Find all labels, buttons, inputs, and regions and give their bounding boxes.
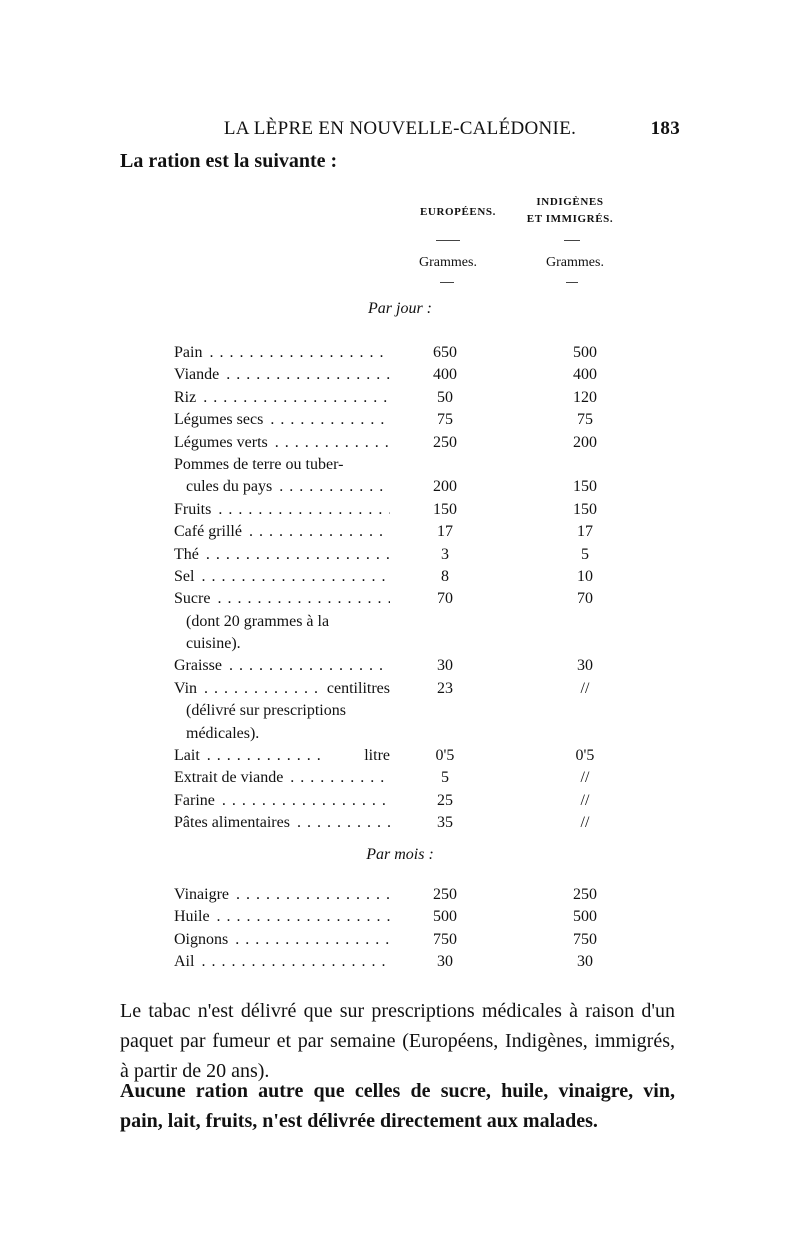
value-indigenes: 750 (573, 930, 597, 948)
value-europeans: 0'5 (435, 747, 455, 765)
value-indigenes: 150 (573, 500, 597, 518)
value-indigenes: 150 (573, 478, 597, 496)
value-indigenes: 5 (581, 545, 589, 563)
value-indigenes: 120 (573, 388, 597, 406)
value-europeans: 35 (437, 814, 453, 832)
value-indigenes: // (580, 679, 590, 697)
column-rule (566, 282, 578, 283)
row-label (174, 387, 390, 409)
value-europeans: 25 (437, 791, 453, 809)
paragraph-ration: Aucune ration autre que celles de sucre, huile, vinaigre, vin, pain, lait, fruits, n'est délivrée directement aux malades. (120, 1080, 675, 1132)
value-indigenes: 0'5 (575, 747, 595, 765)
value-indigenes: // (580, 791, 590, 809)
value-europeans: 30 (437, 953, 453, 971)
column-header-indigenes (505, 194, 635, 228)
row-label (174, 588, 390, 610)
column-header-europeans: EUROPÉENS. (420, 206, 496, 218)
row-label (174, 790, 390, 812)
row-label (174, 566, 390, 588)
row-label (174, 767, 390, 789)
table-row (174, 678, 634, 700)
table-row (174, 364, 634, 386)
row-label-text: Graisse (174, 657, 222, 675)
paragraph-tabac: Le tabac n'est délivré que sur prescriptions médicales à raison d'un paquet par fumeur et par semaine (Européens, Indigènes, immigrés, à partir de 20 ans). (120, 1000, 675, 1082)
table-row (174, 812, 634, 834)
value-europeans: 650 (433, 344, 457, 361)
value-indigenes: 17 (577, 523, 593, 541)
row-label-text: (délivré sur prescriptions (186, 702, 346, 720)
table-row (174, 767, 634, 789)
unit-europeans: Grammes. (419, 255, 477, 270)
row-label-text: Extrait de viande (174, 769, 284, 787)
column-header-indigenes-line1: INDIGÈNES (536, 196, 604, 208)
value-indigenes: 500 (573, 344, 597, 361)
row-label-text: Sucre (174, 590, 211, 608)
row-label-text: Oignons (174, 930, 229, 948)
value-europeans: 50 (437, 388, 453, 406)
section-par-jour: Par jour : (368, 300, 432, 317)
value-europeans: 75 (437, 411, 453, 429)
unit-indigenes: Grammes. (546, 255, 604, 270)
value-indigenes: // (580, 769, 590, 787)
table-row (174, 499, 634, 521)
table-row (174, 409, 634, 431)
value-indigenes: 10 (577, 567, 593, 585)
table-row (174, 929, 634, 951)
value-europeans: 3 (441, 545, 449, 563)
row-label (174, 884, 390, 906)
table-row (174, 454, 634, 476)
running-title: LA LÈPRE EN NOUVELLE-CALÉDONIE. (223, 118, 577, 139)
value-europeans: 150 (433, 500, 457, 518)
ration-table-per-day (174, 342, 634, 835)
table-row (174, 566, 634, 588)
row-label-text: Farine (174, 791, 215, 809)
value-indigenes: 75 (577, 411, 593, 429)
table-row (174, 745, 634, 767)
table-row (174, 906, 634, 928)
row-label-text: Pommes de terre ou tuber- (174, 455, 344, 473)
table-row (174, 633, 634, 655)
row-label-text: Lait (174, 747, 200, 765)
row-label (174, 655, 390, 677)
table-row (174, 700, 634, 722)
column-rule (564, 240, 580, 241)
row-label-text: cules du pays (186, 478, 273, 496)
row-label (174, 521, 390, 543)
row-label (174, 951, 390, 973)
value-indigenes: 500 (573, 908, 597, 926)
value-europeans: 23 (437, 679, 453, 697)
table-row (174, 611, 634, 633)
row-label-text: Sel (174, 567, 195, 585)
section-par-mois: Par mois : (366, 846, 434, 863)
value-indigenes: 30 (577, 953, 593, 971)
row-label (186, 633, 390, 655)
table-row (174, 387, 634, 409)
row-label-text: Pain (174, 344, 203, 361)
row-unit: litre (324, 745, 390, 767)
row-label-text: cuisine). (186, 635, 241, 653)
row-label-text: Fruits (174, 500, 212, 518)
page-number: 183 (650, 118, 680, 139)
ration-table-per-month (174, 884, 634, 974)
row-label-text: Vinaigre (174, 886, 230, 903)
row-label (174, 409, 390, 431)
row-label (186, 476, 390, 498)
row-label-text: Légumes verts (174, 433, 268, 451)
value-europeans: 250 (433, 433, 457, 451)
value-europeans: 500 (433, 908, 457, 926)
row-label (174, 499, 390, 521)
row-label (186, 723, 390, 745)
value-europeans: 17 (437, 523, 453, 541)
row-label-text: Riz (174, 388, 197, 406)
row-label (174, 929, 390, 951)
value-indigenes: 250 (573, 886, 597, 903)
row-label-text: Huile (174, 908, 210, 926)
row-label-text: Café grillé (174, 523, 242, 541)
row-label (186, 611, 390, 633)
value-europeans: 5 (441, 769, 449, 787)
running-header (0, 118, 800, 144)
table-row (174, 723, 634, 745)
row-label-text: Légumes secs (174, 411, 264, 429)
value-europeans: 250 (433, 886, 457, 903)
value-indigenes: // (580, 814, 590, 832)
row-label-text: Vin (174, 679, 198, 697)
table-row (174, 790, 634, 812)
value-indigenes: 70 (577, 590, 593, 608)
value-europeans: 400 (433, 366, 457, 384)
row-label (174, 342, 390, 364)
row-label (174, 544, 390, 566)
table-row (174, 544, 634, 566)
value-europeans: 8 (441, 567, 449, 585)
table-row (174, 476, 634, 498)
table-row (174, 521, 634, 543)
row-label (174, 812, 390, 834)
table-row (174, 655, 634, 677)
value-indigenes: 200 (573, 433, 597, 451)
row-label-text: médicales). (186, 724, 260, 742)
value-europeans: 30 (437, 657, 453, 675)
table-row (174, 951, 634, 973)
column-header-indigenes-line2: ET IMMIGRÉS. (526, 213, 614, 225)
table-row (174, 588, 634, 610)
value-indigenes: 30 (577, 657, 593, 675)
column-rule (436, 240, 460, 241)
row-label-text: Viande (174, 366, 220, 384)
table-row (174, 342, 634, 364)
value-europeans: 750 (433, 930, 457, 948)
row-label (174, 906, 390, 928)
row-label (186, 700, 390, 722)
value-indigenes: 400 (573, 366, 597, 384)
row-label-text: Ail (174, 953, 195, 971)
intro-line: La ration est la suivante : (120, 150, 338, 172)
row-label (174, 432, 390, 454)
row-label-text: Thé (174, 545, 199, 563)
row-label-text: (dont 20 grammes à la (186, 612, 330, 630)
table-row (174, 884, 634, 906)
row-label (174, 454, 390, 476)
value-europeans: 200 (433, 478, 457, 496)
row-label-text: Pâtes alimentaires (174, 814, 290, 832)
row-unit: centilitres (324, 678, 390, 700)
column-rule (440, 282, 454, 283)
row-label (174, 364, 390, 386)
value-europeans: 70 (437, 590, 453, 608)
table-row (174, 432, 634, 454)
